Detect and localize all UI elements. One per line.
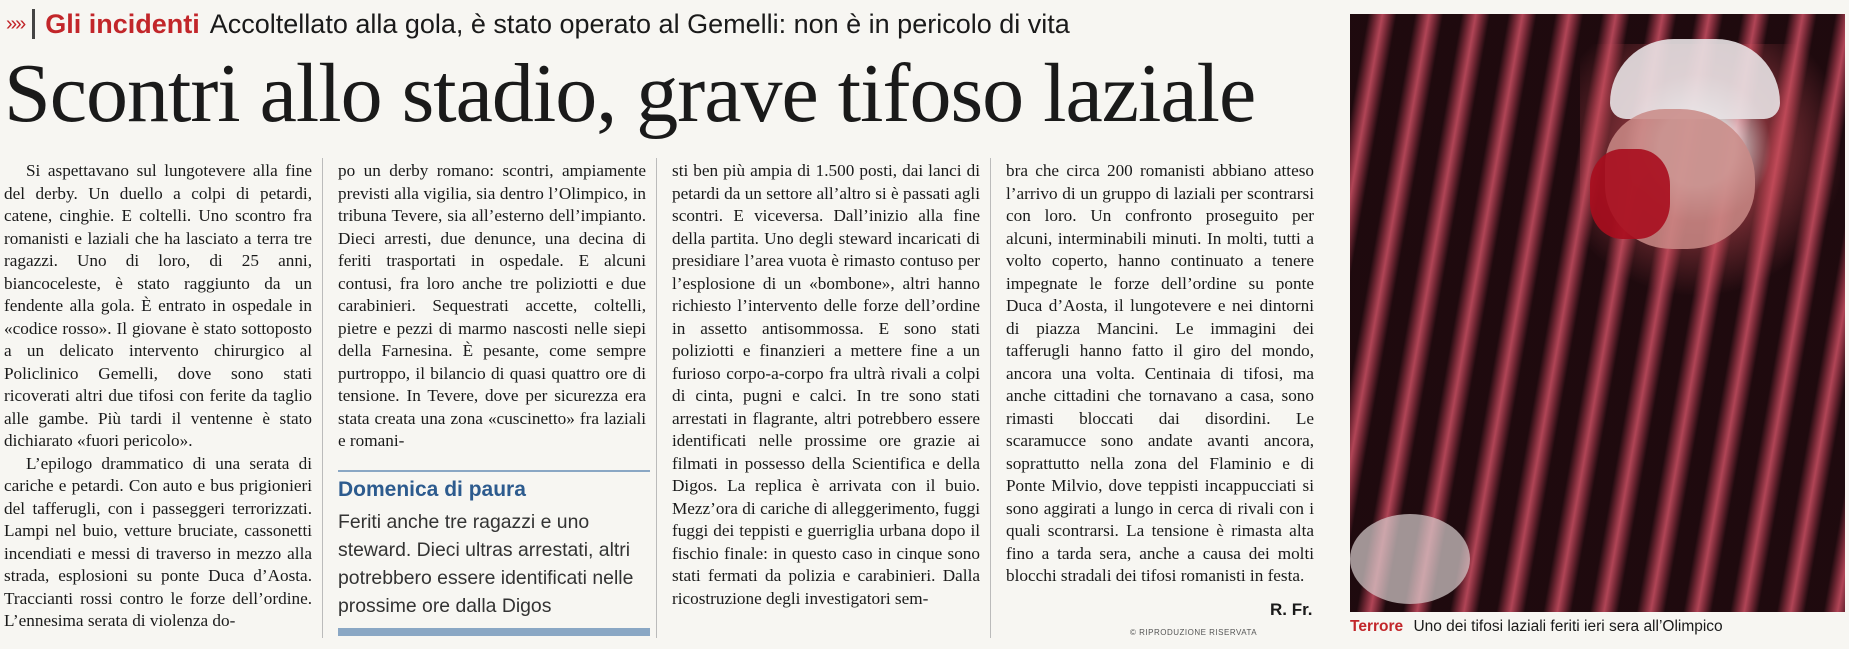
paragraph: po un derby romano: scontri, ampiamente previsti alla vigilia, sia dentro l’Olimpico, in tribuna Tevere, sia all’esterno dell’impianto. Dieci arresti, due denunce, una decina di feriti trasportati in ospedale. E alcuni contusi, fra loro anche tre poliziotti e due carabinieri. Sequestrati accette, coltelli, pietre e pezzi di marmo nascosti nelle siepi della Farnesina. È pesante, come sempre purtroppo, il bilancio di quasi quattro ore di tensione. In Tevere, dove per sicurezza era stata creata una zona «cuscinetto» fra laziali e romani- bbox=[338, 161, 646, 450]
headline: Scontri allo stadio, grave tifoso laziale bbox=[4, 47, 1256, 140]
box-bottom-rule bbox=[338, 628, 650, 636]
sidebar-box bbox=[338, 470, 650, 638]
news-photo bbox=[1350, 14, 1845, 612]
article-column-3 bbox=[672, 160, 980, 642]
kicker-divider bbox=[32, 9, 35, 39]
box-text: Feriti anche tre ragazzi e uno steward. Dieci ultras arrestati, altri potrebbero essere identificati nelle prossime ore dalla Digos bbox=[338, 511, 634, 617]
kicker-text: Accoltellato alla gola, è stato operato al Gemelli: non è in pericolo di vita bbox=[209, 8, 1070, 39]
caption-tag: Terrore bbox=[1350, 618, 1404, 635]
photo-hand bbox=[1350, 514, 1470, 604]
kicker-tag: Gli incidenti bbox=[45, 8, 200, 39]
column-divider bbox=[656, 158, 657, 638]
kicker bbox=[6, 4, 1070, 44]
caption-text: Uno dei tifosi laziali feriti ieri sera all’Olimpico bbox=[1413, 618, 1723, 635]
paragraph: L’epilogo drammatico di una serata di cariche e petardi. Con auto e bus prigionieri del tafferugli, con i passeggeri terrorizzati. Lampi nel buio, vetture bruciate, cassonetti incendiati e messi di traverso in mezzo alla strada, esplosioni su ponte Duca d’Aosta. Traccianti rossi contro le forze dell’ordine. L’ennesima serata di violenza do- bbox=[4, 453, 312, 630]
article-column-1 bbox=[4, 160, 312, 642]
box-top-rule bbox=[338, 470, 650, 472]
column-divider bbox=[990, 158, 991, 638]
paragraph: Si aspettavano sul lungotevere alla fine del derby. Un duello a colpi di petardi, catene, cinghie. E coltelli. Uno scontro fra romanisti e laziali che ha lasciato a terra tre ragazzi. Uno di loro, di 25 anni, biancoceleste, è stato raggiunto da un fendente alla gola. È entrato in ospedale in «codice rosso». Il giovane è stato sottoposto a un delicato intervento chirurgico al Policlinico Gemelli, dove sono stati ricoverati altri due tifosi con ferite da taglio alle gambe. Più tardi il ventenne è stato dichiarato «fuori pericolo». bbox=[4, 161, 312, 450]
photo-wound bbox=[1590, 149, 1670, 239]
author-signature: R. Fr. bbox=[1270, 600, 1313, 619]
photo-caption bbox=[1350, 618, 1723, 636]
article-column-4 bbox=[1006, 160, 1314, 605]
paragraph: bra che circa 200 romanisti abbiano atteso l’arrivo di un gruppo di laziali per scontrarsi con loro. Un confronto proseguito per alcuni, interminabili minuti. In molti, tutti a volto coperto, hanno continuato a tenere impegnate le forze dell’ordine su ponte Duca d’Aosta, il lungotevere e nei dintorni di piazza Mancini. Le immagini dei tafferugli hanno fatto il giro del mondo, ancora una volta. Centinaia di tifosi, ma anche cittadini che tornavano a casa, sono rimasti bloccati dai disordini. Le scaramucce sono andate avanti ancora, soprattutto nella zona del Flaminio e di Ponte Milvio, dove teppisti incappucciati si sono aggirati a lungo in cerca di rivali con i quali scontrarsi. La tensione è rimasta alta fino a tarda sera, anche a causa dei molti blocchi stradali dei tifosi romanisti in festa. bbox=[1006, 161, 1314, 585]
copyright-notice: © RIPRODUZIONE RISERVATA bbox=[1130, 628, 1258, 637]
paragraph: sti ben più ampia di 1.500 posti, dai lanci di petardi da un settore all’altro si è passati agli scontri. E viceversa. Dall’inizio alla fine della partita. Uno degli steward incaricati di presidiare l’area vuota è rimasto contuso per l’esplosione di un «bombone», altri hanno richiesto l’intervento delle forze dell’ordine in assetto antisommossa. E sono stati poliziotti e finanzieri a mettere fine a un furioso corpo-a-corpo fra ultrà rivali a colpi di cinta, pugni e calci. In tre sono stati arrestati in flagrante, altri potrebbero essere identificati nelle prossime ore grazie ai filmati in possesso della Scientifica e della Digos. La replica è arrivata con il buio. Mezz’ora di cariche di alleggerimento, fuggi fuggi dei teppisti e guerriglia urbana dopo il fischio finale: in questo caso in cinque sono stati fermati da polizia e carabinieri. Dalla ricostruzione degli investigatori sem- bbox=[672, 161, 980, 608]
box-title: Domenica di paura bbox=[338, 478, 526, 501]
photo-hat bbox=[1610, 39, 1780, 119]
double-chevron-icon: »» bbox=[6, 12, 25, 35]
article-column-2 bbox=[338, 160, 646, 460]
column-divider bbox=[322, 158, 323, 638]
